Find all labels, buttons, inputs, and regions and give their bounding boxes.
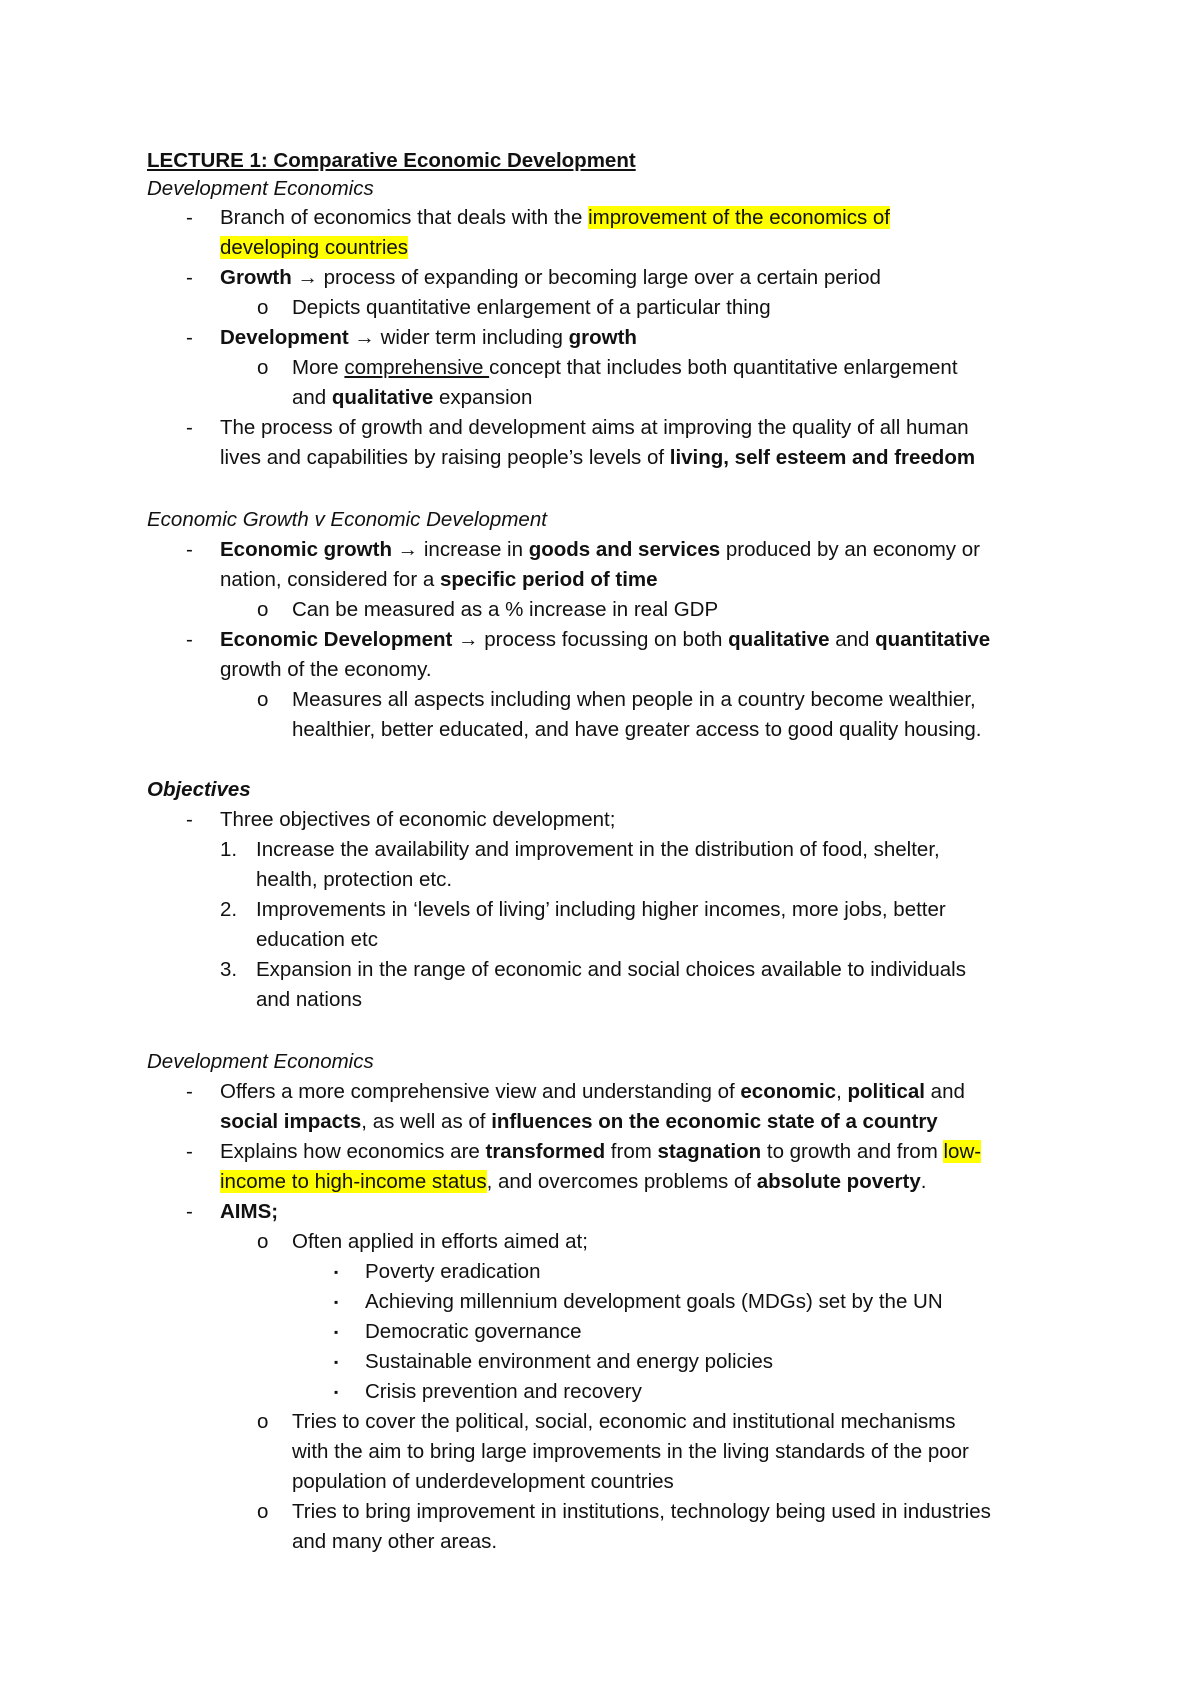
text-line: Depicts quantitative enlargement of a particular thing: [292, 296, 771, 319]
circle-bullet: o: [257, 356, 269, 379]
text-line: Poverty eradication: [365, 1260, 541, 1283]
text-line: Offers a more comprehensive view and understanding of economic, political and: [220, 1080, 965, 1103]
text-line: Crisis prevention and recovery: [365, 1380, 642, 1403]
dash-bullet: -: [186, 266, 193, 289]
dash-bullet: -: [186, 326, 193, 349]
text-line: Three objectives of economic development;: [220, 808, 616, 831]
circle-bullet: o: [257, 296, 269, 319]
list-number: 2.: [220, 898, 238, 921]
text-line: lives and capabilities by raising people’s levels of living, self esteem and freedom: [220, 446, 976, 469]
text-line: The process of growth and development aims at improving the quality of all human: [220, 416, 969, 439]
circle-bullet: o: [257, 1410, 269, 1433]
list-number: 3.: [220, 958, 238, 981]
highlight: low-: [943, 1140, 982, 1163]
highlight: income to high-income status: [220, 1170, 487, 1193]
text-line: and qualitative expansion: [292, 386, 533, 409]
dash-bullet: -: [186, 808, 193, 831]
text-line: Increase the availability and improvement in the distribution of food, shelter,: [256, 838, 940, 861]
square-bullet: ▪: [334, 1385, 339, 1399]
dash-bullet: -: [186, 1080, 193, 1103]
text-line: health, protection etc.: [256, 868, 453, 891]
circle-bullet: o: [257, 688, 269, 711]
text-line: Sustainable environment and energy policies: [365, 1350, 773, 1373]
text-line: AIMS;: [220, 1200, 279, 1223]
lecture-title: LECTURE 1: Comparative Economic Development: [147, 149, 636, 172]
dash-bullet: -: [186, 416, 193, 439]
circle-bullet: o: [257, 1500, 269, 1523]
square-bullet: ▪: [334, 1325, 339, 1339]
section-heading-growth-vs-development: Economic Growth v Economic Development: [147, 508, 547, 531]
text-line: education etc: [256, 928, 378, 951]
text-line: Explains how economics are transformed from stagnation to growth and from low-: [220, 1140, 982, 1163]
square-bullet: ▪: [334, 1265, 339, 1279]
dash-bullet: -: [186, 1140, 193, 1163]
text-line: Improvements in ‘levels of living’ including higher incomes, more jobs, better: [256, 898, 946, 921]
dash-bullet: -: [186, 538, 193, 561]
text-line: Tries to cover the political, social, economic and institutional mechanisms: [292, 1410, 956, 1433]
text-line: social impacts, as well as of influences on the economic state of a country: [220, 1110, 938, 1133]
text-line: [220, 233, 408, 263]
text-line: Expansion in the range of economic and social choices available to individuals: [256, 958, 966, 981]
text-line: Often applied in efforts aimed at;: [292, 1230, 588, 1253]
section-heading-objectives: Objectives: [147, 778, 251, 801]
text-line: Development → wider term including growth: [220, 326, 637, 349]
text-line: Economic Development → process focussing on both qualitative and quantitative: [220, 628, 991, 651]
text-line: Economic growth → increase in goods and services produced by an economy or: [220, 538, 980, 561]
list-number: 1.: [220, 838, 238, 861]
text-line: Tries to bring improvement in institutions, technology being used in industries: [292, 1500, 991, 1523]
highlight: developing countries: [220, 236, 409, 259]
text-line: with the aim to bring large improvements in the living standards of the poor: [292, 1440, 969, 1463]
circle-bullet: o: [257, 598, 269, 621]
text-line: Can be measured as a % increase in real GDP: [292, 598, 719, 621]
text-line: nation, considered for a specific period of time: [220, 568, 658, 591]
dash-bullet: -: [186, 1200, 193, 1223]
dash-bullet: -: [186, 206, 193, 229]
text-line: Branch of economics that deals with the improvement of the economics of: [220, 206, 891, 229]
text-line: More comprehensive concept that includes both quantitative enlargement: [292, 356, 958, 379]
section-heading-development-economics-2: Development Economics: [147, 1050, 374, 1073]
text-line: Democratic governance: [365, 1320, 582, 1343]
text-line: healthier, better educated, and have greater access to good quality housing.: [292, 718, 982, 741]
text-line: income to high-income status, and overcomes problems of absolute poverty.: [220, 1170, 927, 1193]
text-line: Growth → process of expanding or becoming large over a certain period: [220, 266, 881, 289]
square-bullet: ▪: [334, 1295, 339, 1309]
text-line: Measures all aspects including when people in a country become wealthier,: [292, 688, 976, 711]
text-line: and many other areas.: [292, 1530, 498, 1553]
dash-bullet: -: [186, 628, 193, 651]
text-line: population of underdevelopment countries: [292, 1470, 674, 1493]
text-line: growth of the economy.: [220, 658, 432, 681]
text-line: and nations: [256, 988, 363, 1011]
section-heading-development-economics: Development Economics: [147, 177, 374, 200]
circle-bullet: o: [257, 1230, 269, 1253]
highlight: improvement of the economics of: [588, 206, 891, 229]
square-bullet: ▪: [334, 1355, 339, 1369]
text-line: Achieving millennium development goals (MDGs) set by the UN: [365, 1290, 943, 1313]
